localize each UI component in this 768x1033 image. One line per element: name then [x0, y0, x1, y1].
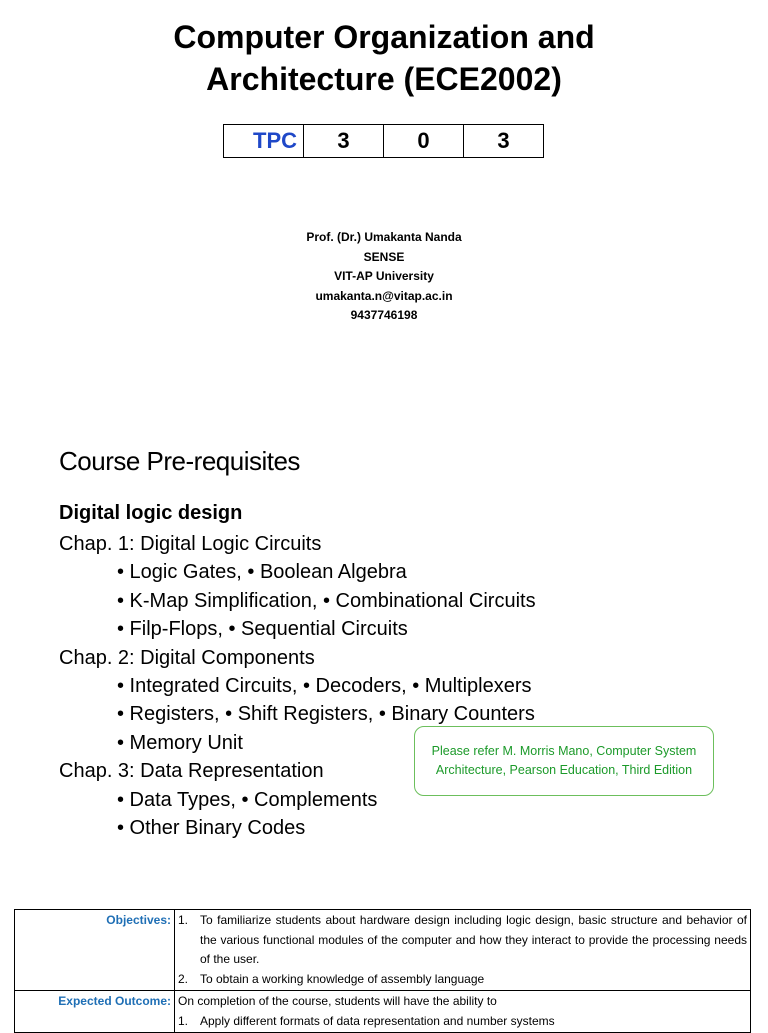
- outcome-text: Apply different formats of data representation and number systems: [200, 1013, 555, 1028]
- tpc-practical: 0: [384, 125, 464, 158]
- outcome-number: 1.: [178, 1013, 189, 1028]
- topic-line: • Filp-Flops, • Sequential Circuits: [117, 618, 408, 641]
- outcome-cell: [175, 991, 751, 1033]
- outcome-item: [178, 1012, 747, 1032]
- tpc-table: [223, 124, 544, 158]
- prerequisites-subject: Digital logic design: [59, 502, 243, 524]
- objective-number: 2.: [178, 971, 189, 986]
- objectives-cell: [175, 910, 751, 991]
- outcome-intro: On completion of the course, students will have the ability to: [178, 994, 497, 1008]
- professor-phone: 9437746198: [350, 308, 418, 322]
- page-title: [0, 16, 768, 100]
- reference-note-text: Please refer M. Morris Mano, Computer System Architecture, Pearson Education, Third Edition: [431, 744, 697, 777]
- chapter-heading: Chap. 3: Data Representation: [59, 760, 324, 783]
- tpc-theory: 3: [304, 125, 384, 158]
- professor-email: umakanta.n@vitap.ac.in: [315, 288, 453, 303]
- professor-info: [0, 228, 768, 326]
- prerequisites-heading: Course Pre-requisites: [59, 446, 300, 476]
- professor-university: VIT-AP University: [334, 269, 434, 283]
- title-line-1: Computer Organization and: [173, 19, 595, 55]
- chapter-heading: Chap. 1: Digital Logic Circuits: [59, 533, 322, 555]
- outcome-label: Expected Outcome:: [15, 991, 175, 1033]
- objective-text: To obtain a working knowledge of assembly language: [200, 971, 485, 986]
- course-objectives-table: [14, 909, 751, 1033]
- chapter-heading: Chap. 2: Digital Components: [59, 646, 315, 669]
- topic-line: • Memory Unit: [117, 731, 243, 754]
- topic-line: • Logic Gates, • Boolean Algebra: [117, 561, 407, 584]
- objective-item: [178, 970, 747, 990]
- title-line-2: Architecture (ECE2002): [206, 61, 562, 97]
- objective-text: To familiarize students about hardware design including logic design, basic structure and behavior of the various functional modules of the computer and how they interact to provide the processing needs of the user.: [200, 913, 747, 966]
- topic-line: • Integrated Circuits, • Decoders, • Multiplexers: [117, 675, 532, 698]
- topic-line: • Other Binary Codes: [117, 817, 306, 840]
- reference-note: [414, 726, 714, 796]
- objective-number: 1.: [178, 913, 189, 927]
- topic-line: • Registers, • Shift Registers, • Binary Counters: [117, 703, 535, 726]
- topic-line: • Data Types, • Complements: [117, 788, 378, 811]
- professor-name: Prof. (Dr.) Umakanta Nanda: [306, 230, 462, 244]
- objectives-label: Objectives:: [15, 910, 175, 991]
- tpc-label: TPC: [224, 125, 304, 158]
- professor-school: SENSE: [363, 249, 405, 264]
- objective-item: [178, 911, 747, 970]
- tpc-credits: 3: [464, 125, 544, 158]
- topic-line: • K-Map Simplification, • Combinational Circuits: [117, 589, 536, 612]
